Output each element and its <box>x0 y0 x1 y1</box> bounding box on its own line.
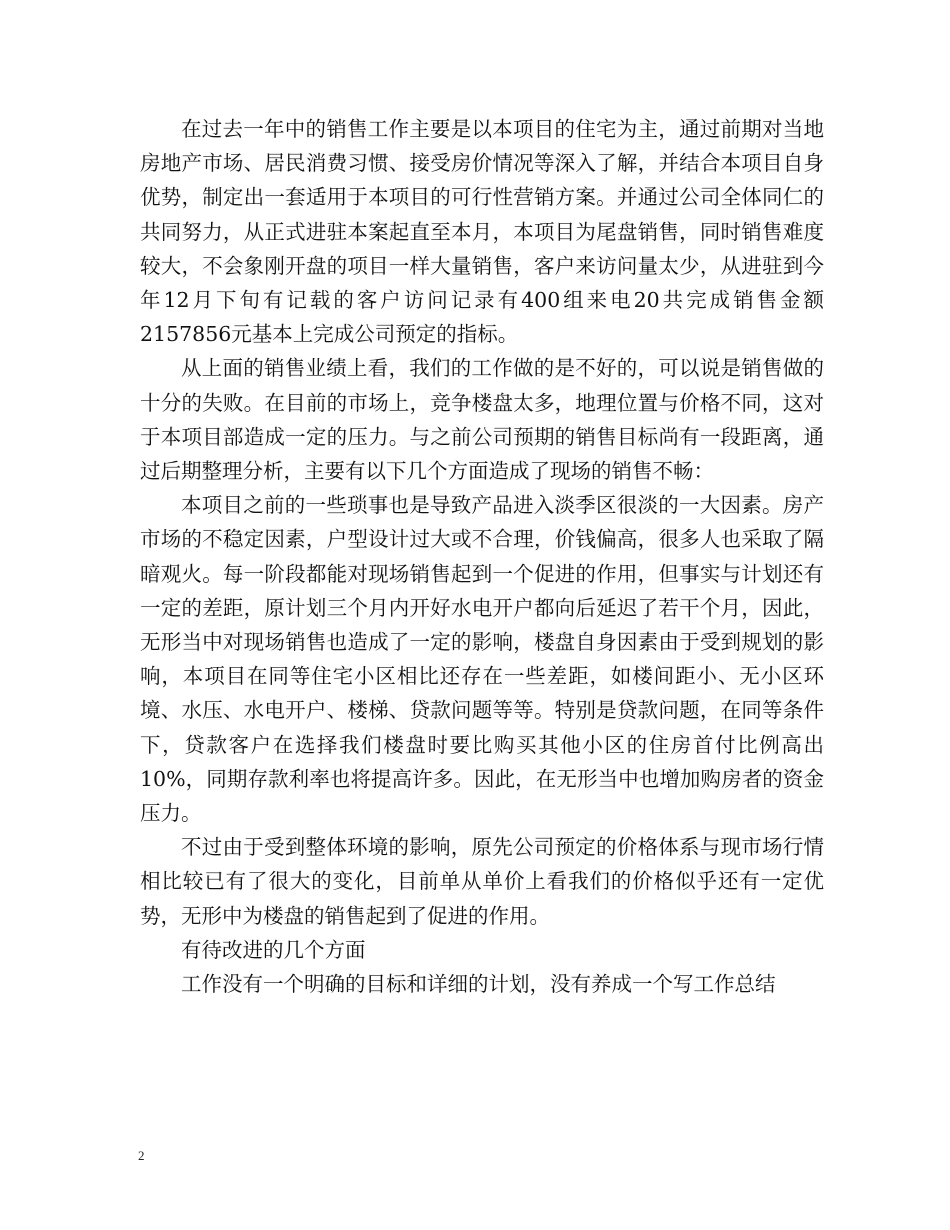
paragraph-performance-analysis: 从上面的销售业绩上看，我们的工作做的是不好的，可以说是销售做的十分的失败。在目前的市场上，竞争楼盘太多，地理位置与价格不同，这对于本项目部造成一定的压力。与之前公司预期的销售目标尚有一段距离，通过后期整理分析，主要有以下几个方面造成了现场的销售不畅： <box>140 356 824 484</box>
document-body <box>140 112 824 1001</box>
paragraph-negative-factors: 本项目之前的一些琐事也是导致产品进入淡季区很淡的一大因素。房产市场的不稳定因素，户型设计过大或不合理，价钱偏高，很多人也采取了隔暗观火。每一阶段都能对现场销售起到一个促进的作用，但事实与计划还有一定的差距，原计划三个月内开好水电开户都向后延迟了若干个月，因此，无形当中对现场销售也造成了一定的影响，楼盘自身因素由于受到规划的影响，本项目在同等住宅小区相比还存在一些差距，如楼间距小、无小区环境、水压、水电开户、楼梯、贷款问题等等。特别是贷款问题，在同等条件下，贷款客户在选择我们楼盘时要比购买其他小区的住房首付比例高出10%，同期存款利率也将提高许多。因此，在无形当中也增加购房者的资金压力。 <box>140 493 824 826</box>
page-number: 2 <box>138 1148 145 1163</box>
paragraph-work-plan: 工作没有一个明确的目标和详细的计划，没有养成一个写工作总结 <box>181 972 776 997</box>
paragraph-price-advantage: 不过由于受到整体环境的影响，原先公司预定的价格体系与现市场行情相比较已有了很大的变化，目前单从单价上看我们的价格似乎还有一定优势，无形中为楼盘的销售起到了促进的作用。 <box>140 835 824 928</box>
section-heading-improvements: 有待改进的几个方面 <box>181 937 366 962</box>
paragraph-sales-summary: 在过去一年中的销售工作主要是以本项目的住宅为主，通过前期对当地房地产市场、居民消费习惯、接受房价情况等深入了解，并结合本项目自身优势，制定出一套适用于本项目的可行性营销方案。并通过公司全体同仁的共同努力，从正式进驻本案起直至本月，本项目为尾盘销售，同时销售难度较大，不会象刚开盘的项目一样大量销售，客户来访问量太少，从进驻到今年12月下旬有记载的客户访问记录有400组来电20共完成销售金额2157856元基本上完成公司预定的指标。 <box>140 117 824 347</box>
